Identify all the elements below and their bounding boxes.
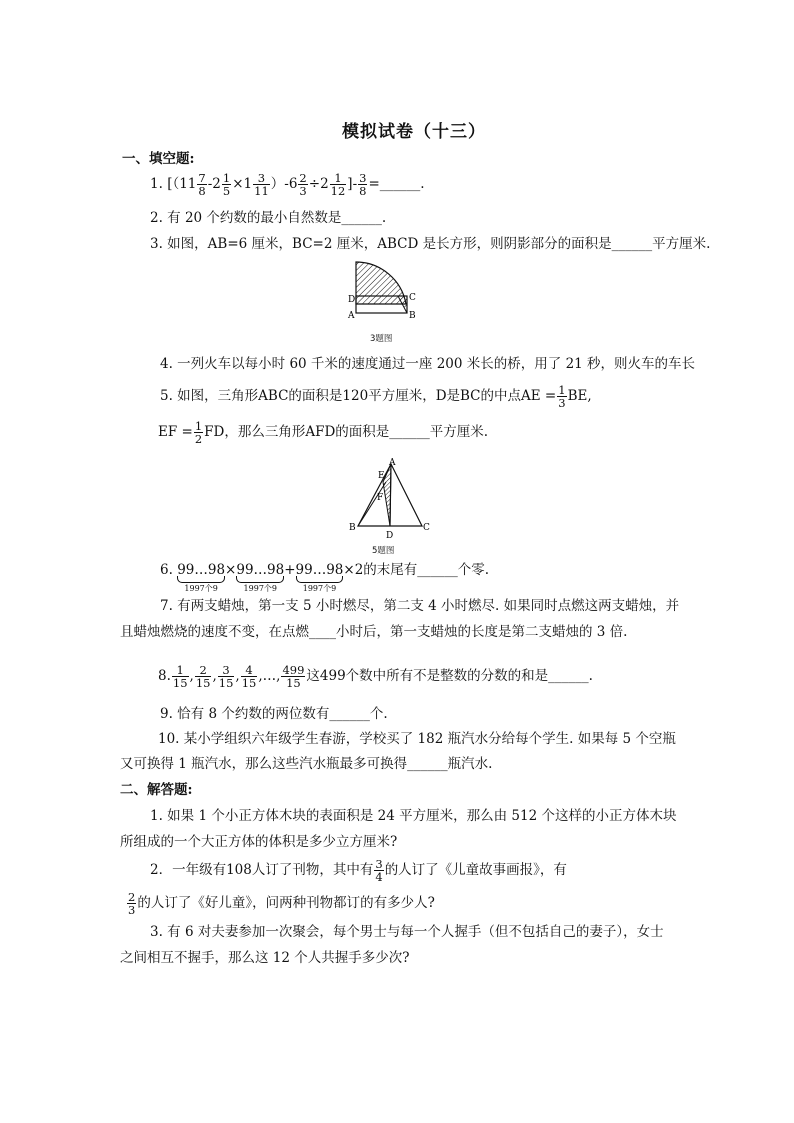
question-7-line-1: 7. 有两支蜡烛，第一支 5 小时燃尽，第二支 4 小时燃尽. 如果同时点燃这两支蜡烛，并	[160, 598, 680, 614]
question-7-line-2: 且蜡烛燃烧的速度不变，在点燃____小时后，第一支蜡烛的长度是第二支蜡烛的 3 倍.	[120, 624, 628, 640]
label-a: A	[348, 311, 355, 321]
solve-question-3-line-1: 3. 有 6 对夫妻参加一次聚会，每个男士与每一个人握手（但不包括自己的妻子），女士	[150, 924, 664, 940]
label-f: F	[377, 493, 384, 503]
fraction: $\frac{1}{3}$	[558, 383, 566, 410]
question-10-line-1: 10. 某小学组织六年级学生春游，学校买了 182 瓶汽水分给每个学生. 如果每 5 个空瓶	[158, 731, 676, 747]
fraction: $\frac{3}{8}$	[359, 171, 367, 198]
question-1: 1. [（11 $\frac{7}{8}$ -2 $\frac{1}{5}$ ×1 $\frac{3}{11}$ ）-6 $\frac{2}{3}$ ÷2 $\frac{1}{12}$ ]- $\frac{3}{8}$ =______.	[150, 171, 425, 198]
fraction: $\frac{499}{15}$	[282, 663, 305, 690]
segment-bf	[358, 482, 386, 526]
label-b: B	[409, 311, 416, 321]
fraction: $\frac{3}{4}$	[375, 857, 383, 884]
fraction: $\frac{1}{15}$	[172, 663, 188, 690]
figure-3-caption: 3题图	[370, 334, 393, 344]
label-a: A	[389, 458, 396, 468]
solve-question-1-line-1: 1. 如果 1 个小正方体木块的表面积是 24 平方厘米，那么由 512 个这样的小正方体木块	[150, 808, 677, 824]
solve-question-1-line-2: 所组成的一个大正方体的体积是多少立方厘米?	[120, 834, 398, 850]
figure-5	[346, 458, 436, 542]
label-d: D	[348, 295, 356, 305]
question-4: 4. 一列火车以每小时 60 千米的速度通过一座 200 米长的桥，用了 21 秒，则火车的车长	[160, 356, 696, 372]
underbraced-number: 99…98 1997个9	[177, 562, 226, 593]
label-b: B	[349, 523, 356, 533]
question-6: 6. 99…98 1997个9 ×99…98 1997个9 +99…98 1997个9 ×2的末尾有______个零.	[160, 562, 490, 593]
question-9: 9. 恰有 8 个约数的两位数有______个.	[160, 706, 388, 722]
question-8: 8. $\frac{1}{15}$ , $\frac{2}{15}$ , $\frac{3}{15}$ , $\frac{4}{15}$ ,…, $\frac{499}{15}$ 这499个数中所有不是整数的分数的和是______.	[158, 663, 593, 690]
label-d: D	[386, 531, 394, 541]
page-title: 模拟试卷（十三）	[342, 122, 486, 142]
underbraced-number: 99…98 1997个9	[236, 562, 285, 593]
fraction: $\frac{7}{8}$	[198, 171, 206, 198]
section-heading-fill-in: 一、填空题:	[122, 151, 195, 167]
question-5-line-2: EF = $\frac{1}{2}$ FD，那么三角形AFD的面积是______平方厘米.	[158, 419, 489, 446]
question-5-line-1: 5. 如图，三角形ABC的面积是120平方厘米，D是BC的中点AE = $\frac{1}{3}$ BE,	[160, 383, 592, 410]
fraction: $\frac{3}{11}$	[254, 171, 269, 198]
section-heading-solve: 二、解答题:	[120, 782, 193, 798]
figure-5-caption: 5题图	[372, 546, 395, 556]
fraction: $\frac{1}{2}$	[194, 419, 203, 446]
question-3: 3. 如图，AB=6 厘米，BC=2 厘米，ABCD 是长方形，则阴影部分的面积是______平方厘米.	[150, 236, 711, 252]
solve-question-2-line-1: 2．一年级有108人订了刊物，其中有 $\frac{3}{4}$ 的人订了《儿童故事画报》，有	[150, 857, 567, 884]
underbraced-number: 99…98 1997个9	[295, 562, 344, 593]
label-e: E	[378, 471, 385, 481]
solve-question-2-line-2: $\frac{2}{3}$ 的人订了《好儿童》，问两种刊物都订的有多少人?	[128, 890, 435, 917]
fraction: $\frac{3}{15}$	[218, 663, 234, 690]
question-2: 2. 有 20 个约数的最小自然数是______.	[150, 210, 387, 226]
fraction: $\frac{2}{15}$	[195, 663, 211, 690]
fraction: $\frac{2}{3}$	[299, 171, 307, 198]
question-10-line-2: 又可换得 1 瓶汽水，那么这些汽水瓶最多可换得______瓶汽水.	[120, 756, 493, 772]
label-c: C	[409, 293, 416, 303]
solve-question-3-line-2: 之间相互不握手，那么这 12 个人共握手多少次?	[120, 950, 410, 966]
fraction: $\frac{2}{3}$	[128, 890, 136, 917]
fraction: $\frac{1}{5}$	[222, 171, 231, 198]
label-c: C	[423, 523, 430, 533]
fraction: $\frac{1}{12}$	[330, 171, 346, 198]
fraction: $\frac{4}{15}$	[241, 663, 257, 690]
